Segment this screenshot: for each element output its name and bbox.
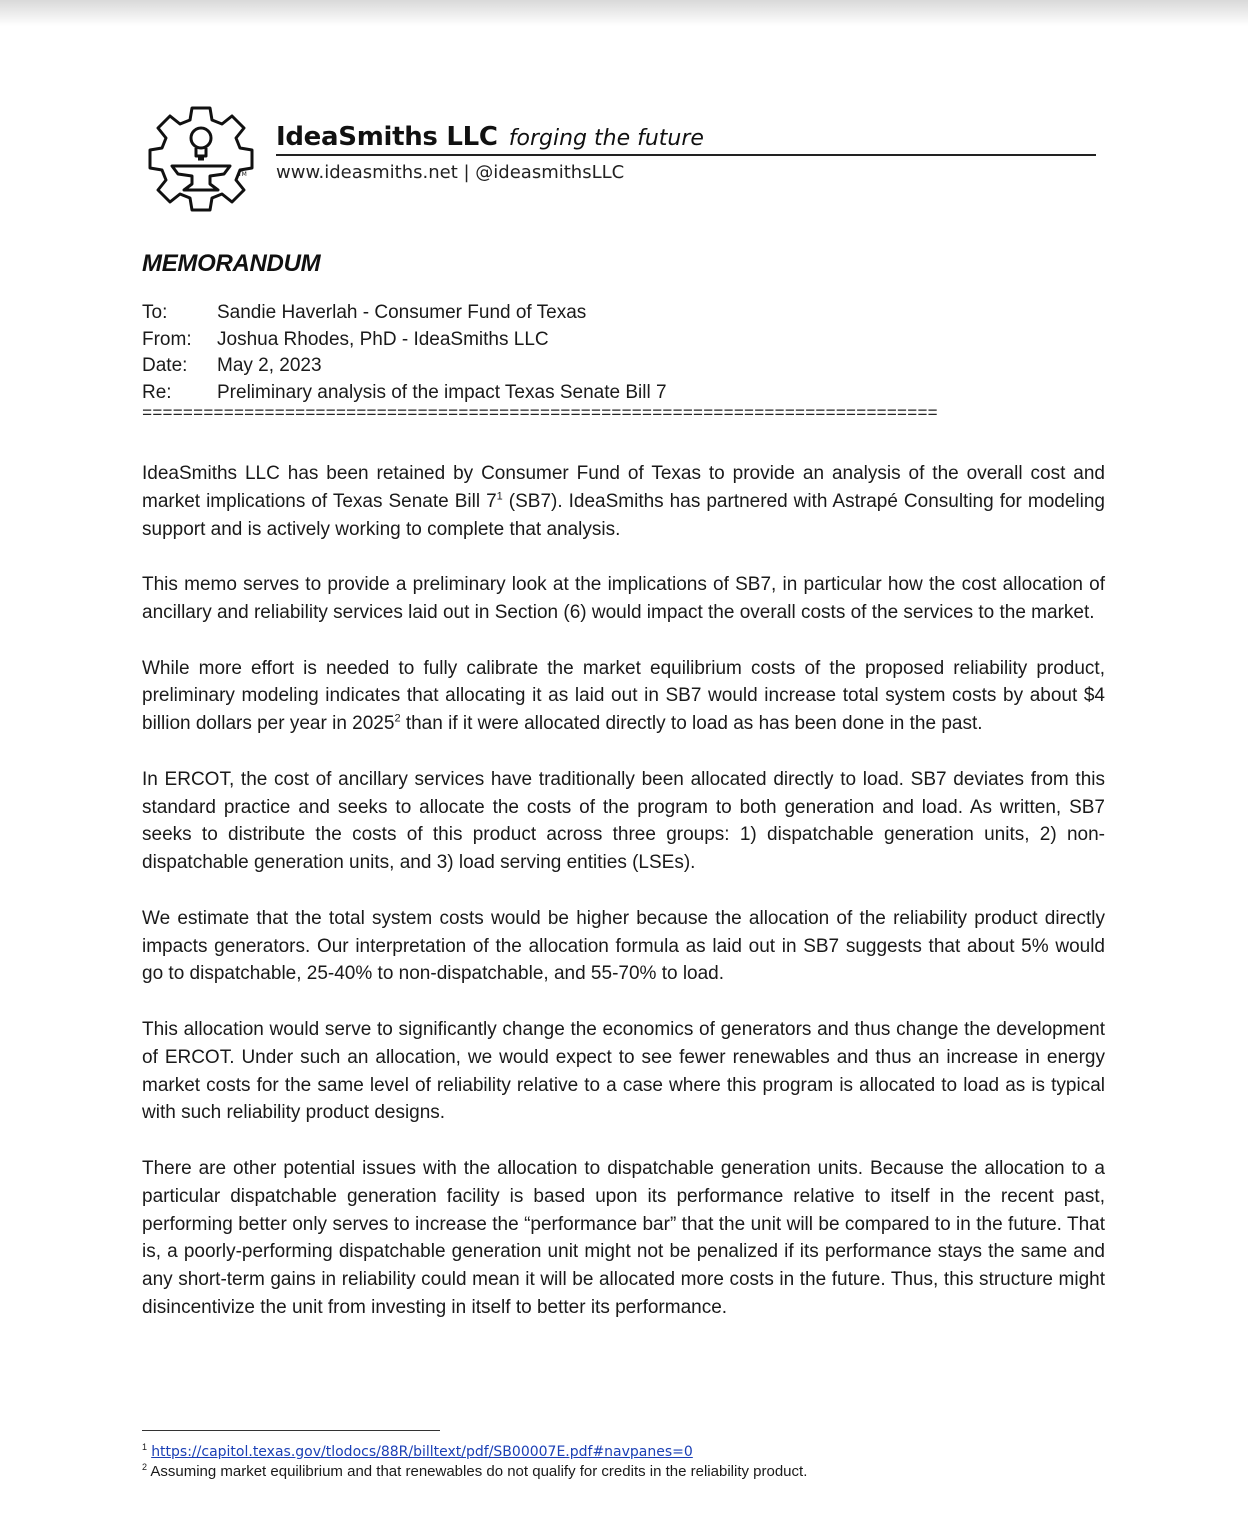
gear-lightbulb-anvil-icon [146, 104, 256, 214]
memo-date-row [142, 353, 667, 380]
memo-header-fields [142, 300, 667, 406]
footnote-number: 1 [142, 1442, 148, 1452]
memo-body [142, 460, 1105, 1350]
company-tagline: forging the future [508, 126, 704, 151]
field-value: Sandie Haverlah - Consumer Fund of Texas [217, 302, 587, 323]
company-line [276, 122, 1096, 156]
letterhead [146, 104, 1098, 216]
paragraph-5: We estimate that the total system costs would be higher because the allocation of the reliability product directly impacts generators. Our interpretation of the allocation formula as laid out in SB7 suggests that about 5% would go to dispatchable, 25-40% to non-dispatchable, and 55-70% to load. [142, 907, 1105, 985]
footnote-text: Assuming market equilibrium and that renewables do not qualify for credits in the reliability product. [150, 1463, 808, 1480]
paragraph-6: This allocation would serve to significantly change the economics of generators and thus change the development of ERCOT. Under such an allocation, we would expect to see fewer renewables and thus an increase in energy market costs for the same level of reliability relative to a case where this program is allocated to load as is typical with such reliability product designs. [142, 1018, 1105, 1124]
field-value: May 2, 2023 [217, 355, 322, 376]
company-contact: www.ideasmiths.net | @ideasmithsLLC [276, 162, 625, 183]
paragraph-7: There are other potential issues with the allocation to dispatchable generation units. Because the allocation to a particular dispatchable generation facility is based upon its performance relative to itself in the recent past, performing better only serves to increase the “performance bar” that the unit will be compared to in the future. That is, a poorly-performing dispatchable generation unit might not be penalized if its performance stays the same and any short-term gains in reliability could mean it will be allocated more costs in the future. Thus, this structure might disincentivize the unit from investing in itself to better its performance. [142, 1157, 1105, 1318]
memo-title: MEMORANDUM [142, 250, 321, 277]
footnote-link[interactable]: https://capitol.texas.gov/tlodocs/88R/billtext/pdf/SB00007E.pdf#navpanes=0 [151, 1444, 693, 1460]
footnote-number: 2 [142, 1462, 148, 1472]
paragraph-4: In ERCOT, the cost of ancillary services have traditionally been allocated directly to load. SB7 deviates from this standard practice and seeks to allocate the costs of the program to both generation and load. As written, SB7 seeks to distribute the costs of this product across three groups: 1) dispatchable generation units, 2) non-dispatchable generation units, and 3) load serving entities (LSEs). [142, 768, 1105, 874]
memo-re-row [142, 380, 667, 407]
footnote-2 [142, 1462, 807, 1482]
memo-to-row [142, 300, 667, 327]
footnote-1 [142, 1442, 807, 1462]
footnotes [142, 1442, 807, 1482]
paragraph-2: This memo serves to provide a preliminary look at the implications of SB7, in particular how the cost allocation of ancillary and reliability services laid out in Section (6) would impact the overall costs of the services to the market. [142, 574, 1105, 623]
field-label: Re: [142, 381, 172, 403]
footnote-divider [142, 1430, 440, 1431]
field-label: Date: [142, 355, 188, 376]
paragraph-1: IdeaSmiths LLC has been retained by Consumer Fund of Texas to provide an analysis of the overall cost and market implications of Texas Senate Bill $7^1$ (SB7). IdeaSmiths has partnered with Astrapé Consulting for modeling support and is actively working to complete that analysis. [142, 463, 1105, 540]
paragraph-3: While more effort is needed to fully calibrate the market equilibrium costs of the proposed reliability product, preliminary modeling indicates that allocating it as laid out in SB7 would increase total system costs by about $4 billion dollars per year in 2025$^2$ than if it were allocated directly to load as has been done in the past. [142, 657, 1105, 735]
field-value: Preliminary analysis of the impact Texas Senate Bill 7 [217, 381, 667, 403]
header-separator: ============================================================================== [142, 405, 938, 424]
memo-from-row [142, 327, 667, 354]
footnote-ref-2: 2 [394, 712, 401, 725]
field-value: Joshua Rhodes, PhD - IdeaSmiths LLC [217, 328, 549, 350]
field-label: To: [142, 302, 168, 323]
svg-text:TM: TM [238, 171, 247, 178]
page-top-shadow [0, 0, 1248, 26]
footnote-ref-1: 1 [496, 490, 503, 503]
company-name: IdeaSmiths LLC [276, 122, 498, 152]
field-label: From: [142, 328, 192, 350]
